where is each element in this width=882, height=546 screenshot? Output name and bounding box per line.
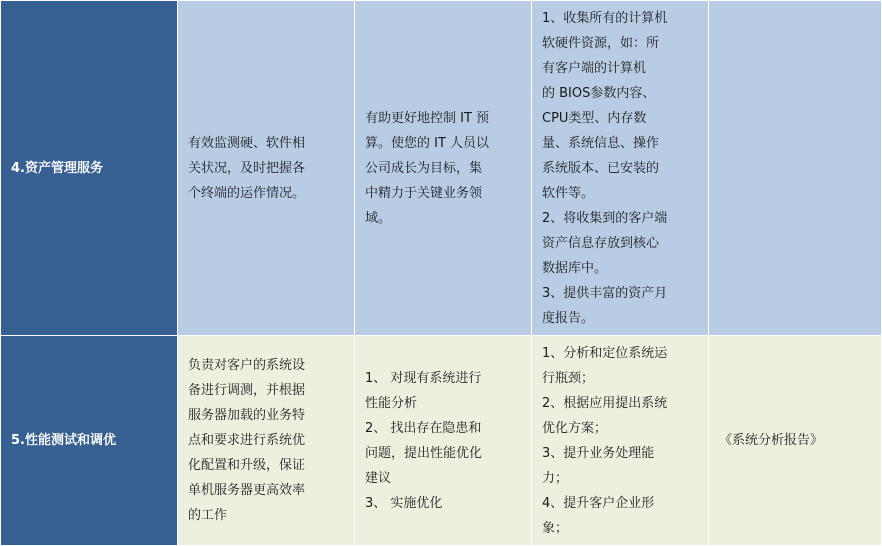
benefit-line: 域。 xyxy=(365,210,392,226)
content-line: 量、系统信息、操作 xyxy=(542,135,660,151)
benefit-cell xyxy=(355,1,532,336)
deliverable-line: 《系统分析报告》 xyxy=(719,433,824,448)
description-line: 的工作 xyxy=(188,508,228,523)
content-line: 的 BIOS参数内容、 xyxy=(542,85,656,101)
benefit-cell xyxy=(355,336,532,546)
content-line: 数据库中。 xyxy=(542,260,608,276)
description-line: 有效监测硬、软件相 xyxy=(188,135,306,151)
benefit-line: 问题，提出性能优化 xyxy=(365,445,483,461)
deliverable-cell xyxy=(709,1,882,336)
content-cell xyxy=(532,336,709,546)
content-line: 象； xyxy=(542,520,569,536)
benefit-line: 1、 对现有系统进行 xyxy=(365,370,482,386)
content-line: 软件等。 xyxy=(542,185,595,201)
benefit-line: 中精力于关键业务领 xyxy=(365,185,483,201)
description-line: 点和要求进行系统优 xyxy=(188,433,306,448)
benefit-line: 有助更好地控制 IT 预 xyxy=(365,110,490,126)
benefit-line: 性能分析 xyxy=(365,395,418,411)
category-cell: 4.资产管理服务 xyxy=(1,1,178,336)
category-cell: 5.性能测试和调优 xyxy=(1,336,178,546)
table-row xyxy=(1,336,882,546)
content-line: 度报告。 xyxy=(542,310,595,326)
benefit-line: 2、 找出存在隐患和 xyxy=(365,420,482,436)
description-line: 服务器加载的业务特 xyxy=(188,408,306,423)
content-line: 优化方案； xyxy=(542,420,608,436)
content-line: 1、收集所有的计算机 xyxy=(542,10,668,26)
content-line: 力； xyxy=(542,470,569,486)
description-cell xyxy=(178,336,355,546)
description-line: 负责对客户的系统设 xyxy=(188,358,306,373)
description-line: 单机服务器更高效率 xyxy=(188,483,306,498)
description-line: 关状况，及时把握各 xyxy=(188,160,306,176)
content-line: 2、根据应用提出系统 xyxy=(542,395,668,411)
content-line: 2、将收集到的客户端 xyxy=(542,210,668,226)
deliverable-cell xyxy=(709,336,882,546)
content-cell xyxy=(532,1,709,336)
description-line: 化配置和升级，保证 xyxy=(188,458,306,473)
content-line: 4、提升客户企业形 xyxy=(542,495,655,511)
description-cell xyxy=(178,1,355,336)
content-line: 3、提升业务处理能 xyxy=(542,445,655,461)
description-line: 个终端的运作情况。 xyxy=(188,185,306,201)
content-line: 软硬件资源，如：所 xyxy=(542,35,660,51)
benefit-line: 算。使您的 IT 人员以 xyxy=(365,135,490,151)
description-line: 备进行调测，并根据 xyxy=(188,383,306,398)
content-line: 有客户端的计算机 xyxy=(542,60,647,76)
content-line: 行瓶颈； xyxy=(542,370,595,386)
benefit-line: 建议 xyxy=(365,470,392,486)
content-line: 3、提供丰富的资产月 xyxy=(542,285,668,301)
content-line: 1、分析和定位系统运 xyxy=(542,345,668,361)
table-row xyxy=(1,1,882,336)
content-line: 资产信息存放到核心 xyxy=(542,235,660,251)
benefit-line: 3、 实施优化 xyxy=(365,495,443,511)
content-line: 系统版本、已安装的 xyxy=(542,160,660,176)
content-line: CPU类型、内存数 xyxy=(542,110,647,126)
benefit-line: 公司成长为目标，集 xyxy=(365,160,483,176)
